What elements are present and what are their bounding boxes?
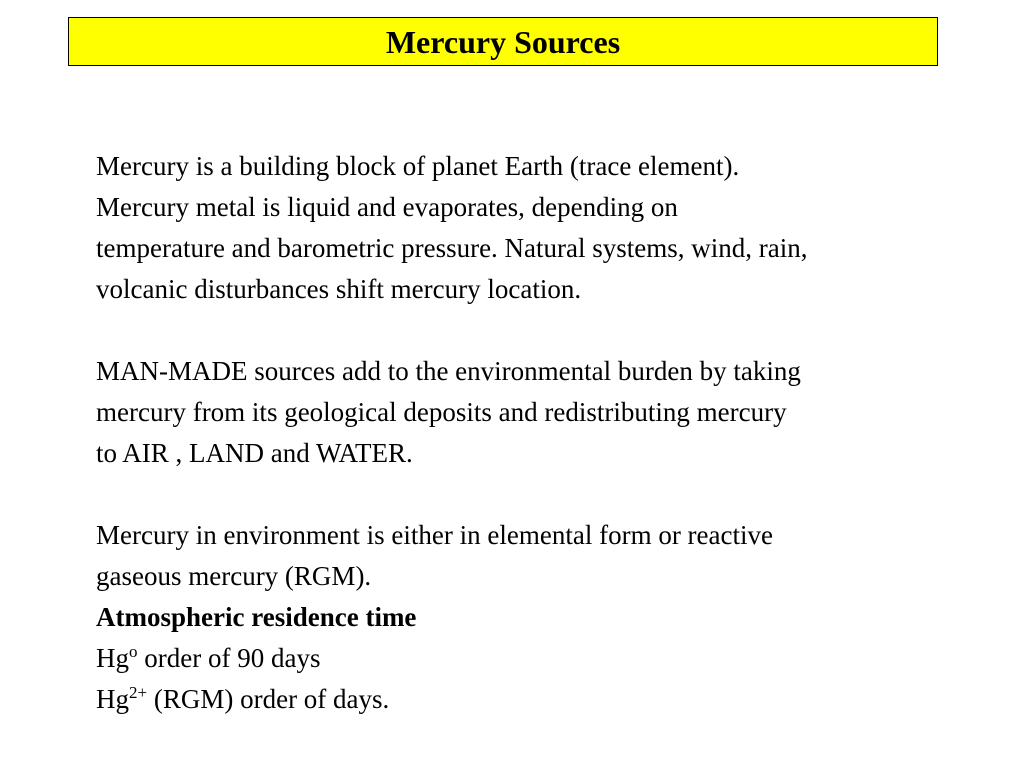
paragraph-mercury-forms: [96, 515, 1006, 720]
paragraph-man-made-sources: [96, 351, 1006, 474]
paragraph-spacer: [96, 310, 1006, 351]
text-line: gaseous mercury (RGM).: [96, 561, 372, 591]
text-line: Mercury metal is liquid and evaporates, depending on: [96, 192, 678, 222]
text-line: Mercury is a building block of planet Earth (trace element).: [96, 151, 740, 181]
formula-base: Hg: [96, 684, 129, 714]
text-line: temperature and barometric pressure. Natural systems, wind, rain,: [96, 233, 808, 263]
slide-body: [96, 146, 1006, 720]
formula-base: Hg: [96, 643, 129, 673]
residence-row-rgm: [96, 679, 1006, 720]
residence-time-heading: Atmospheric residence time: [96, 602, 417, 632]
paragraph-spacer: [96, 474, 1006, 515]
residence-value: (RGM) order of days.: [147, 684, 390, 714]
page-title: Mercury Sources: [385, 23, 621, 60]
residence-row-elemental: [96, 638, 1006, 679]
text-line: MAN-MADE sources add to the environmental burden by taking: [96, 356, 801, 386]
paragraph-natural-sources: [96, 146, 1006, 310]
text-line: to AIR , LAND and WATER.: [96, 438, 413, 468]
text-line: mercury from its geological deposits and redistributing mercury: [96, 397, 787, 427]
text-line: volcanic disturbances shift mercury location.: [96, 274, 582, 304]
formula-superscript: o: [129, 642, 138, 661]
formula-superscript: 2+: [129, 683, 148, 702]
text-line: Mercury in environment is either in elemental form or reactive: [96, 520, 773, 550]
residence-value: order of 90 days: [137, 643, 321, 673]
title-banner: [68, 17, 938, 66]
